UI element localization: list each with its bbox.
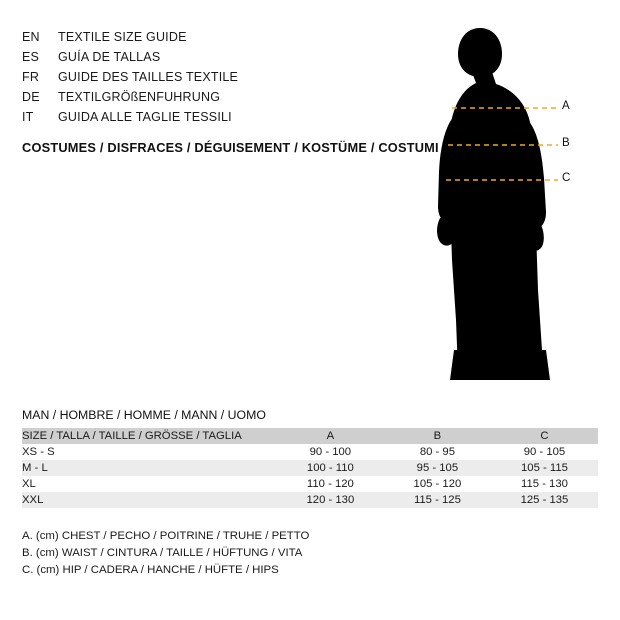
silhouette-icon [418,20,598,390]
marker-label-c: C [562,172,571,184]
table-header-row [22,428,598,444]
column-header-size: SIZE / TALLA / TAILLE / GRÖSSE / TAGLIA [22,430,242,442]
column-header-c: C [540,430,549,442]
table-body [22,444,598,508]
language-title: GUÍA DE TALLAS [58,50,161,64]
cell-c: 105 - 115 [521,462,568,474]
legend-line-b: B. (cm) WAIST / CINTURA / TAILLE / HÜFTUNG / VITA [22,547,303,559]
language-code: EN [22,30,40,44]
measurement-legend [22,528,309,579]
cell-b: 80 - 95 [419,446,455,458]
language-title: TEXTILGRÖßENFUHRUNG [58,90,221,104]
figure-illustration [418,20,598,390]
marker-label-a: A [562,100,570,112]
language-row [22,50,402,70]
marker-label-b: B [562,137,570,149]
size-table [22,428,598,508]
language-row [22,70,402,90]
cell-a: 120 - 130 [306,494,355,506]
cell-b: 115 - 125 [413,494,461,506]
table-head [22,428,598,444]
legend-line-c: C. (cm) HIP / CADERA / HANCHE / HÜFTE / HIPS [22,564,279,576]
language-title: TEXTILE SIZE GUIDE [58,30,187,44]
cell-size: M - L [22,462,48,474]
cell-b: 95 - 105 [416,462,459,474]
cell-size: XS - S [22,446,55,458]
table-row [22,476,598,492]
cell-c: 90 - 105 [523,446,566,458]
column-header-b: B [433,430,442,442]
language-row [22,90,402,110]
cell-c: 125 - 135 [520,494,569,506]
table-row [22,460,598,476]
cell-a: 110 - 120 [306,478,354,490]
cell-a: 100 - 110 [306,462,354,474]
cell-c: 115 - 130 [521,478,568,490]
cell-size: XL [22,478,36,490]
cell-a: 90 - 100 [309,446,352,458]
table-title: MAN / HOMBRE / HOMME / MANN / UOMO [22,408,266,422]
column-header-a: A [326,430,335,442]
category-line: COSTUMES / DISFRACES / DÉGUISEMENT / KOSTÜME / COSTUMI [22,140,439,155]
cell-b: 105 - 120 [413,478,462,490]
language-code: ES [22,50,40,64]
table-row [22,444,598,460]
language-list [22,30,402,130]
language-code: DE [22,90,40,104]
language-row [22,30,402,50]
cell-size: XXL [22,494,44,506]
table-row [22,492,598,508]
language-code: FR [22,70,40,84]
language-title: GUIDE DES TAILLES TEXTILE [58,70,239,84]
legend-line-a: A. (cm) CHEST / PECHO / POITRINE / TRUHE / PETTO [22,530,310,542]
language-title: GUIDA ALLE TAGLIE TESSILI [58,110,232,124]
language-row [22,110,402,130]
language-code: IT [22,110,34,124]
